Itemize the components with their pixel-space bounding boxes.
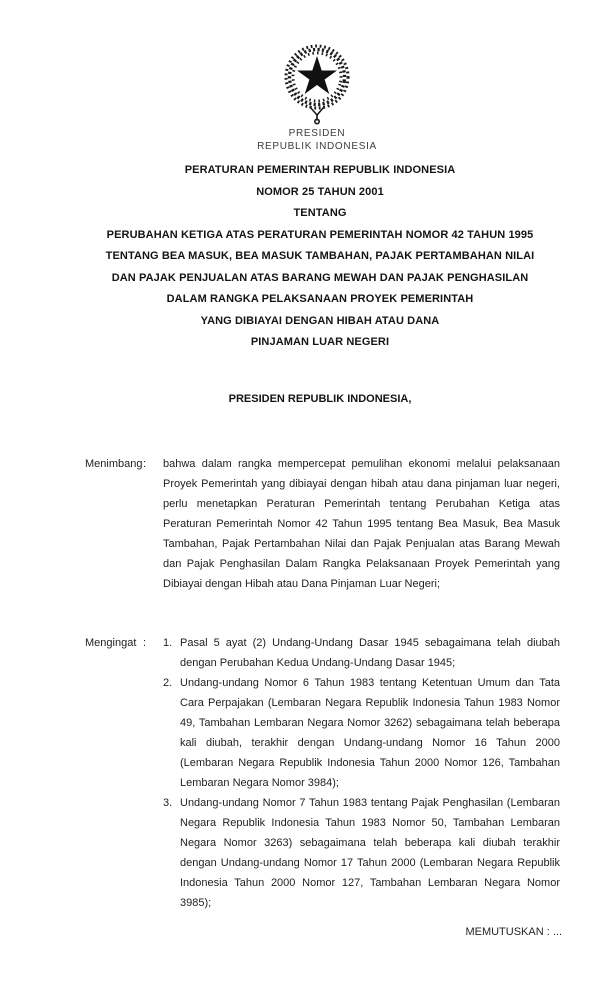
legal-basis-item-text: Undang-undang Nomor 7 Tahun 1983 tentang Pajak Penghasilan (Lembaran Negara Republik Indonesia Tahun 1983 Nomor 50, Tambahan Lembaran Negara Nomor 3263) sebagaimana telah beberapa kali diubah terakhir dengan Undang-undang Nomor 17 Tahun 2000 (Lembaran Negara Republik Indonesia Tahun 2000 Nomor 127, Tambahan Lembaran Negara Nomor 3985); bbox=[180, 797, 560, 909]
title-line: DAN PAJAK PENJUALAN ATAS BARANG MEWAH DAN PAJAK PENGHASILAN bbox=[111, 271, 529, 284]
title-line: YANG DIBIAYAI DENGAN HIBAH ATAU DANA bbox=[200, 314, 440, 327]
legal-basis-item-number: 3. bbox=[163, 797, 173, 809]
legal-basis-item bbox=[163, 673, 560, 793]
salutation: PRESIDEN REPUBLIK INDONESIA, bbox=[228, 393, 412, 405]
title-line: PERUBAHAN KETIGA ATAS PERATURAN PEMERINTAH NOMOR 42 TAHUN 1995 bbox=[106, 228, 534, 241]
title-line: PINJAMAN LUAR NEGERI bbox=[250, 336, 390, 348]
considering-label: Menimbang bbox=[85, 458, 143, 470]
considering-text: bahwa dalam rangka mempercepat pemulihan ekonomi melalui pelaksanaan Proyek Pemerintah yang dibiayai dengan hibah atau dana pinjaman luar negeri, perlu menetapkan Peraturan Pemerintah tentang Perubahan Ketiga atas Peraturan Pemerintah Nomor 42 Tahun 1995 tentang Bea Masuk, Bea Masuk Tambahan, Pajak Pertambahan Nilai dan Pajak Penjualan atas Barang Mewah dan Pajak Penghasilan Dalam Rangka Pelaksanaan Proyek Pemerintah yang Dibiayai dengan Hibah atau Dana Pinjaman Luar Negeri; bbox=[163, 458, 560, 590]
letterhead bbox=[227, 36, 407, 153]
legal-basis-item-text: Undang-undang Nomor 6 Tahun 1983 tentang Ketentuan Umum dan Tata Cara Perpajakan (Lembaran Negara Republik Indonesia Tahun 1983 Nomor 49, Tambahan Lembaran Negara Nomor 3262) sebagaimana telah beberapa kali diubah, terakhir dengan Undang-undang Nomor 16 Tahun 2000 (Lembaran Negara Republik Indonesia Tahun 2000 Nomor 126, Tambahan Lembaran Negara Nomor 3984); bbox=[180, 677, 560, 789]
recalling-colon: : bbox=[143, 637, 147, 649]
title-line: NOMOR 25 TAHUN 2001 bbox=[256, 185, 384, 198]
recalling-label: Mengingat bbox=[85, 637, 137, 649]
legal-basis-item bbox=[163, 793, 560, 913]
title-line: DALAM RANGKA PELAKSANAAN PROYEK PEMERINTAH bbox=[166, 293, 474, 305]
recalling-clause bbox=[85, 633, 560, 913]
page-continuation-marker: MEMUTUSKAN : ... bbox=[465, 926, 562, 938]
legal-basis-item bbox=[163, 633, 560, 673]
legal-basis-item-number: 1. bbox=[163, 637, 173, 649]
legal-basis-item-number: 2. bbox=[163, 677, 173, 689]
agency-name-line-2: REPUBLIK INDONESIA bbox=[257, 140, 377, 152]
presidential-star-wreath-icon bbox=[272, 36, 362, 128]
title-line: TENTANG bbox=[293, 207, 347, 219]
agency-name-line-1: PRESIDEN bbox=[288, 128, 346, 139]
considering-colon: : bbox=[143, 458, 147, 470]
regulation-title bbox=[30, 160, 610, 354]
title-line: PERATURAN PEMERINTAH REPUBLIK INDONESIA bbox=[184, 164, 456, 176]
recalling-list bbox=[163, 633, 560, 913]
title-line: TENTANG BEA MASUK, BEA MASUK TAMBAHAN, PAJAK PERTAMBAHAN NILAI bbox=[105, 250, 535, 262]
considering-clause bbox=[85, 454, 560, 594]
legal-basis-item-text: Pasal 5 ayat (2) Undang-Undang Dasar 1945 sebagaimana telah diubah dengan Perubahan Kedua Undang-Undang Dasar 1945; bbox=[180, 637, 560, 669]
